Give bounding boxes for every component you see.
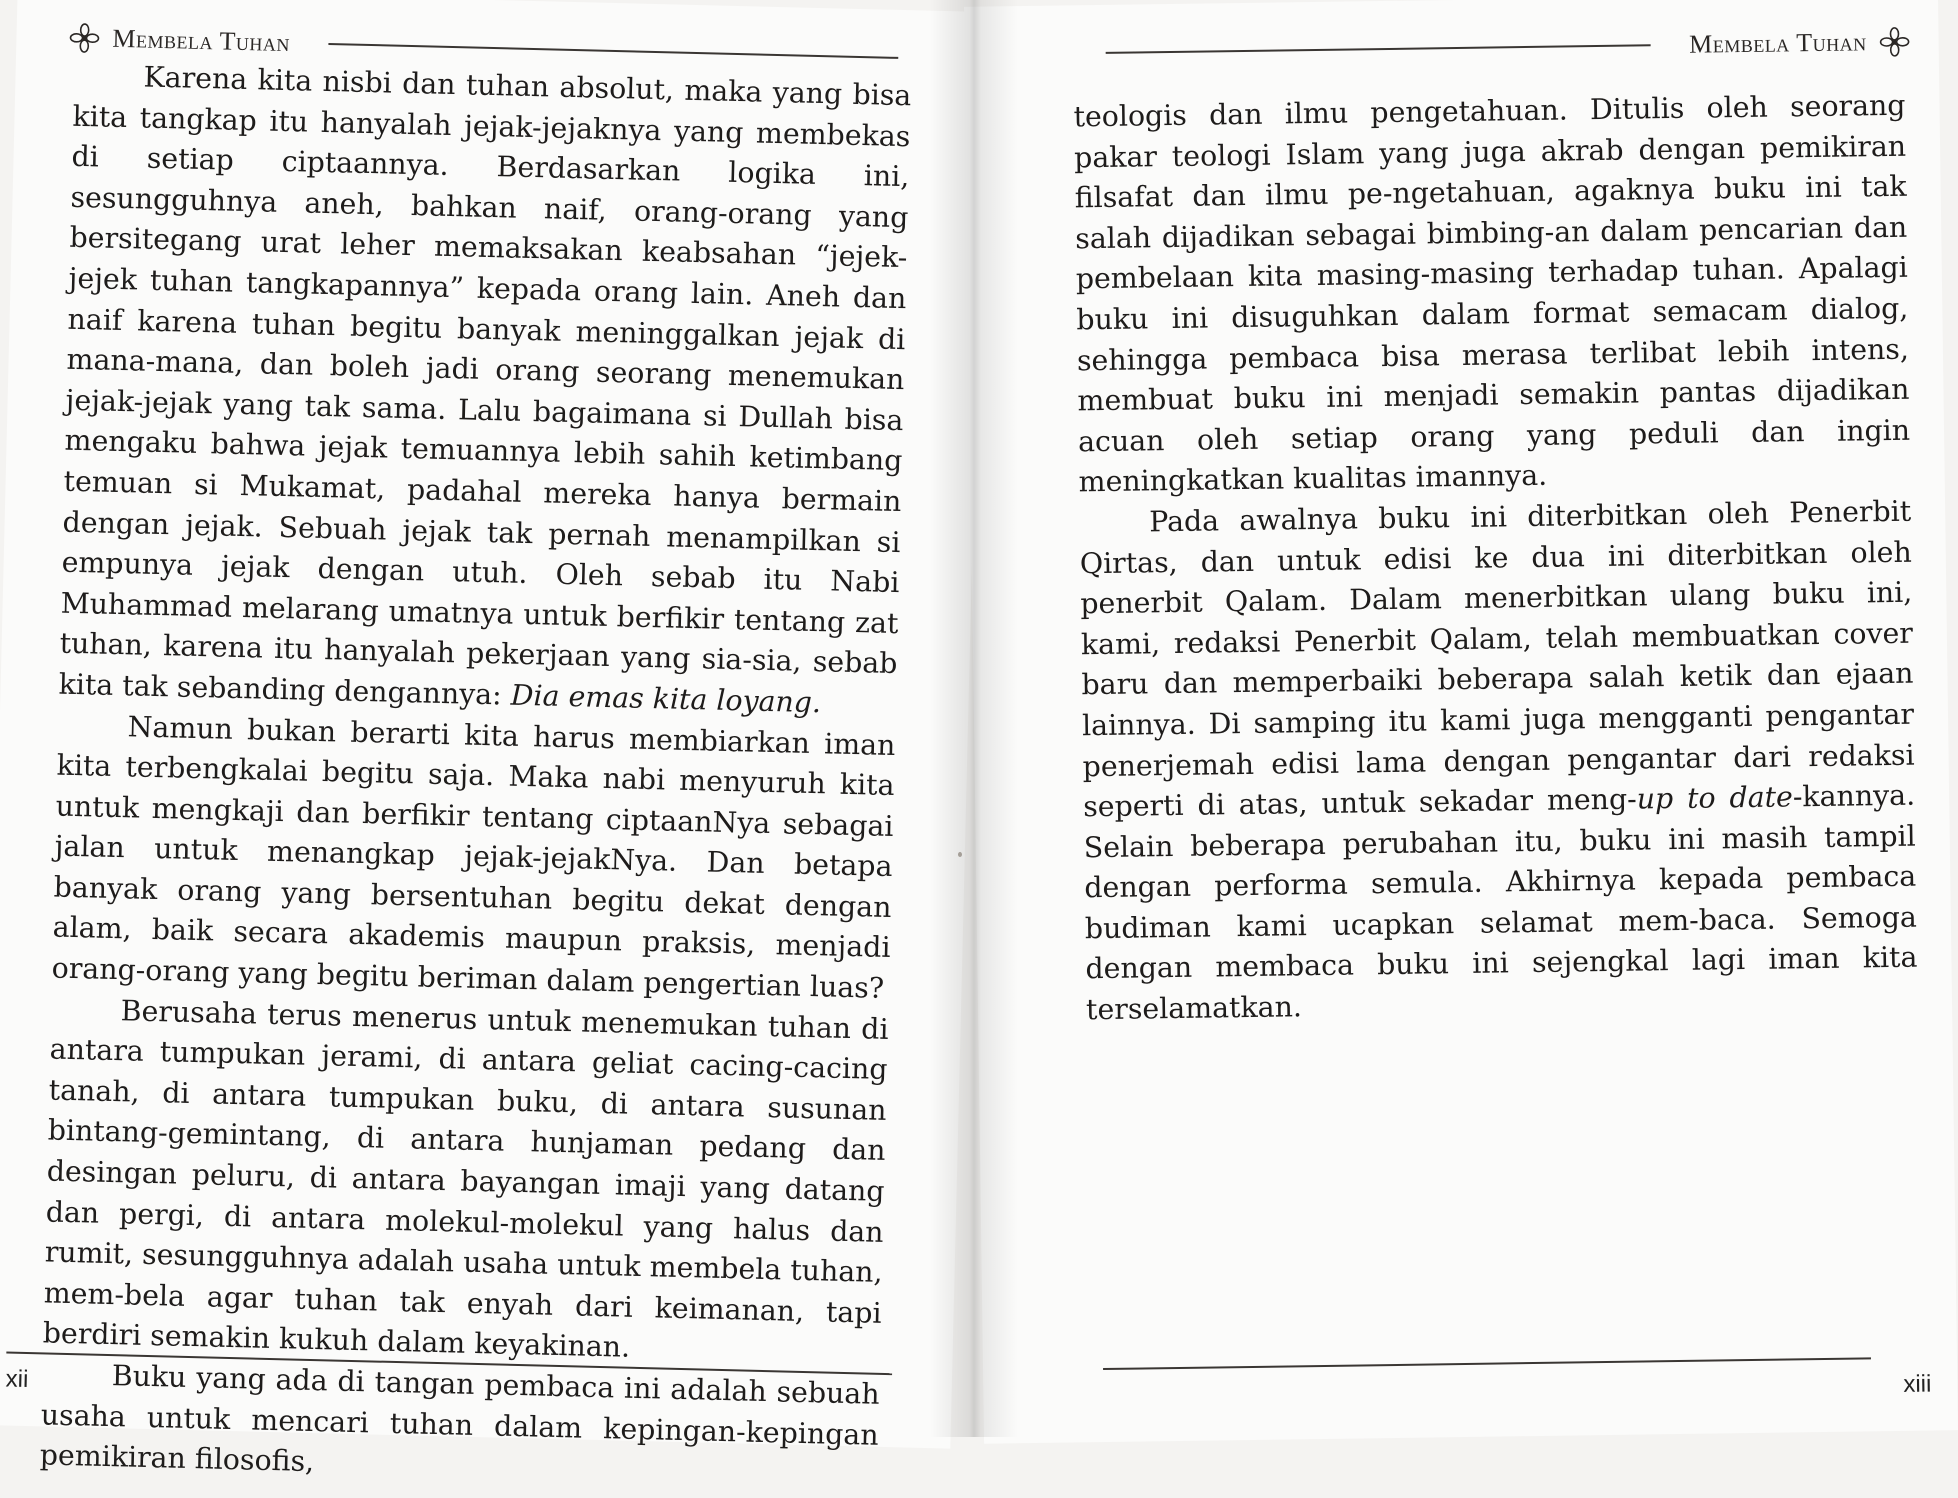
right-paragraph-2-text-c: Akhirnya kepada pembaca budiman kami ucapkan selamat mem-baca. Semoga dengan membaca buku ini sejengkal lagi iman kita terselamatkan. xyxy=(1084,859,1918,1027)
header-rule-right xyxy=(1106,44,1651,54)
right-paragraph-2-text-a: Pada awalnya buku ini diterbitkan oleh Penerbit Qirtas, dan untuk edisi ke dua ini diterbitkan oleh penerbit Qalam. Dalam menerbitkan ulang buku ini, kami, redaksi Penerbit Qalam, telah membuatkan cover baru dan memperbaiki beberapa salah ketik dan ejaan lainnya. Di samping itu kami juga mengganti pengantar penerjemah edisi lama dengan pengantar dari redaksi seperti di atas, untuk sekadar meng- xyxy=(1079,494,1915,824)
right-body-text xyxy=(1073,86,1918,1031)
left-paragraph-4: Buku yang ada di tangan pembaca ini adalah sebuah usaha untuk mencari tuhan dalam kepingan-kepingan pemikiran filosofis, xyxy=(39,1359,880,1479)
left-body-text xyxy=(39,56,911,1497)
right-paragraph-2 xyxy=(1079,492,1918,1031)
right-paragraph-1: teologis dan ilmu pengetahuan. Ditulis oleh seorang pakar teologi Islam yang juga akrab dengan pemikiran filsafat dan ilmu pe-ngetahuan, agaknya buku ini tak salah dijadikan sebagai bimbing-an dalam pencarian dan pembelaan kita masing-masing terhadap tuhan. Apalagi buku ini disuguhkan dalam format semacam dialog, sehingga pembaca bisa merasa terlibat lebih intens, membuat buku ini menjadi semakin pantas dijadikan acuan oleh setiap orang yang peduli dan ingin meningkatkan kualitas imannya. xyxy=(1073,88,1911,499)
left-paragraph-1-text: Karena kita nisbi dan tuhan absolut, maka yang bisa kita tangkap itu hanyalah jejak-jejaknya yang membekas di setiap ciptaannya. Berdasarkan logika ini, sesungguhnya aneh, bahkan naif, orang-orang yang bersitegang urat leher memaksakan keabsahan “jejek-jejek tuhan tangkapannya” kepada orang lain. Aneh dan naif karena tuhan begitu banyak meninggalkan jejak di mana-mana, dan boleh jadi orang seorang menemukan jejak-jejak yang tak sama. Lalu bagaimana si Dullah bisa mengaku bahwa jejak temuannya lebih sahih ketimbang temuan si Mukamat, padahal mereka hanya bermain dengan jejak. Sebuah jejak tak pernah menampilkan si empunya jejak dengan utuh. Oleh sebab itu Nabi Muhammad melarang umatnya untuk berfikir tentang zat tuhan, karena itu hanyalah pekerjaan yang sia-sia, sebab kita tak sebanding dengannya: xyxy=(58,60,912,712)
book-title-left: Membela Tuhan xyxy=(112,23,291,58)
right-page xyxy=(964,0,1958,1444)
flower-ornament-icon xyxy=(1878,26,1910,58)
left-paragraph-2: Namun bukan berarti kita harus membiarkan iman kita terbengkalai begitu saja. Maka nabi menyuruh kita untuk mengkaji dan berfikir tentang ciptaanNya sebagai jalan untuk menangkap jejak-jejakNya. Dan betapa banyak orang yang bersentuhan begitu dekat dengan alam, baik secara akademis maupun praksis, menjadi orang-orang yang begitu beriman dalam pengertian luas? xyxy=(51,709,896,1005)
left-paragraph-1 xyxy=(58,56,912,726)
book-title-right: Membela Tuhan xyxy=(1688,27,1867,59)
left-page xyxy=(0,0,985,1479)
page-number-left: xii xyxy=(5,1365,29,1394)
right-paragraph-2-text-b: -kannya. Selain beberapa perubahan itu, buku ini masih tampil dengan performa semula. xyxy=(1083,778,1916,905)
page-number-right: xiii xyxy=(1903,1370,1932,1398)
paper-speck xyxy=(958,852,962,857)
left-paragraph-3: Berusaha terus menerus untuk menemukan tuhan di antara tumpukan jerami, di antara geliat cacing-cacing tanah, di antara tumpukan buku, di antara susunan bintang-gemintang, di antara hunjaman pedang dan desingan peluru, di antara bayangan imaji yang datang dan pergi, di antara molekul-molekul yang halus dan rumit, sesungguhnya adalah usaha untuk membela tuhan, mem-bela agar tuhan tak enyah dari keimanan, tapi berdiri semakin kukuh dalam keyakinan. xyxy=(42,993,889,1365)
flower-ornament-icon xyxy=(68,22,101,55)
running-head-right xyxy=(1079,22,1910,74)
footer-rule-right xyxy=(1103,1357,1871,1370)
italic-phrase: Dia emas kita loyang. xyxy=(510,678,822,720)
footer-right xyxy=(1103,1357,1932,1413)
header-rule-left xyxy=(328,43,898,59)
right-paragraph-2-italic: up to date xyxy=(1636,780,1794,816)
